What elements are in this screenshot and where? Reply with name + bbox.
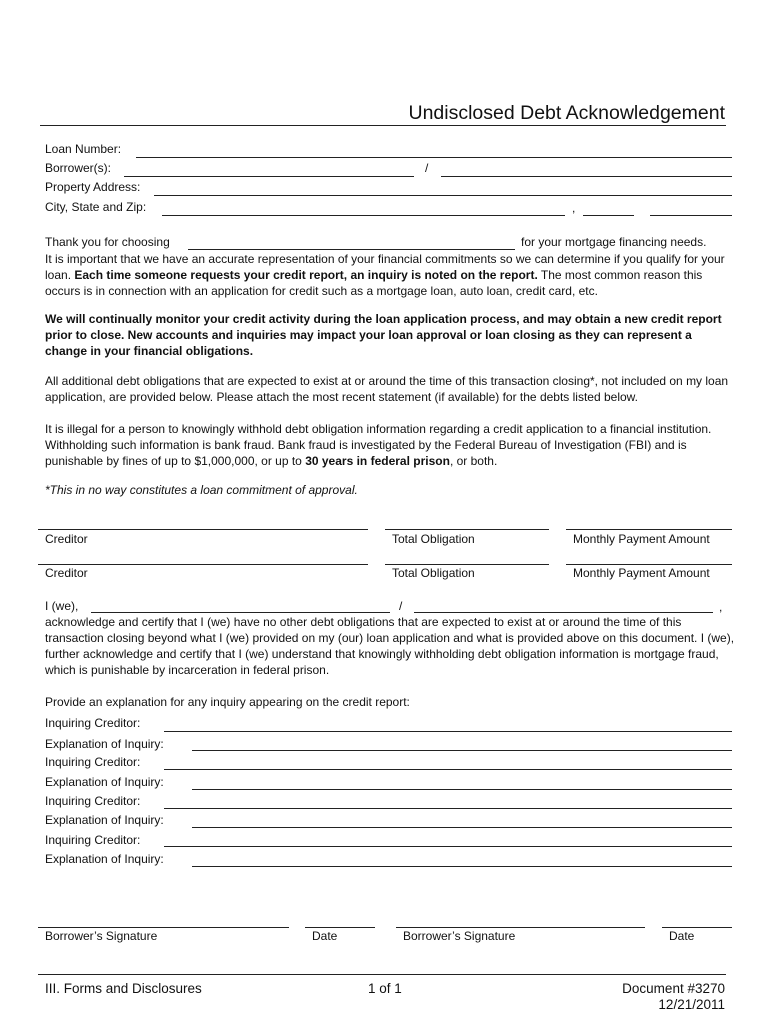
total-obligation-2-field[interactable]: [385, 564, 549, 565]
disclaimer-text: *This in no way constitutes a loan commitment of approval.: [45, 483, 358, 497]
i-we-label: I (we),: [45, 599, 79, 613]
borrower-1-field[interactable]: [124, 176, 414, 177]
intro-text-a: It is important that we have an accurate representation of your financial commitments so we can determine if you qualify for your loan.: [45, 252, 725, 282]
monthly-payment-2-label: Monthly Payment Amount: [573, 566, 710, 580]
disclaimer: [45, 482, 735, 498]
property-address-label: Property Address:: [45, 180, 141, 194]
inquiring-creditor-1-field[interactable]: [164, 731, 732, 732]
document-title: Undisclosed Debt Acknowledgement: [408, 102, 725, 124]
date-1-label: Date: [312, 929, 338, 943]
explanation-3-label: Explanation of Inquiry:: [45, 813, 164, 827]
city-field[interactable]: [162, 215, 565, 216]
city-comma: ,: [572, 201, 576, 215]
certifier-comma: ,: [719, 600, 723, 614]
monitoring-text: We will continually monitor your credit activity during the loan application process, and may obtain a new credit report prior to close. New accounts and inquiries may impact your loan approval or loan closing as they can represent a change in your financial obligations.: [45, 312, 722, 358]
monitoring-paragraph: [45, 311, 735, 359]
footer-document-date: 12/21/2011: [658, 997, 725, 1012]
monthly-payment-1-label: Monthly Payment Amount: [573, 532, 710, 546]
explanation-4-field[interactable]: [192, 866, 732, 867]
explanation-2-label: Explanation of Inquiry:: [45, 775, 164, 789]
certifier-1-field[interactable]: [91, 612, 390, 613]
certifier-2-field[interactable]: [414, 612, 713, 613]
inquiring-creditor-2-label: Inquiring Creditor:: [45, 755, 141, 769]
total-obligation-1-label: Total Obligation: [392, 532, 475, 546]
borrower-signature-1-label: Borrower’s Signature: [45, 929, 158, 943]
intro-text-b: The most common reason this occurs is in connection with an application for credit such as a mortgage loan, auto loan, credit card, etc.: [45, 268, 703, 298]
inquiry-prompt: Provide an explanation for any inquiry appearing on the credit report:: [45, 695, 410, 709]
inquiring-creditor-4-label: Inquiring Creditor:: [45, 833, 141, 847]
inquiring-creditor-4-field[interactable]: [164, 846, 732, 847]
footer-page-number: 1 of 1: [368, 981, 402, 996]
zip-field[interactable]: [650, 215, 732, 216]
inquiring-creditor-1-label: Inquiring Creditor:: [45, 716, 141, 730]
explanation-3-field[interactable]: [192, 827, 732, 828]
property-address-field[interactable]: [154, 195, 732, 196]
borrower-signature-1-field[interactable]: [38, 927, 289, 928]
footer-document-number: Document #3270: [622, 981, 725, 996]
illegal-text-b: , or both.: [449, 454, 498, 468]
illegal-text-bold: 30 years in federal prison: [305, 454, 450, 468]
borrowers-label: Borrower(s):: [45, 161, 112, 175]
additional-debt-paragraph: All additional debt obligations that are expected to exist at or around the time of this transaction closing*, not included on my loan application, are provided below. Please attach the most recent statement (if available) for the debts listed below.: [45, 374, 729, 404]
mortgage-needs-label: for your mortgage financing needs.: [521, 235, 707, 249]
title-rule: [40, 125, 726, 126]
explanation-1-field[interactable]: [192, 750, 732, 751]
explanation-2-field[interactable]: [192, 789, 732, 790]
inquiring-creditor-2-field[interactable]: [164, 769, 732, 770]
thank-you-label: Thank you for choosing: [45, 235, 170, 249]
borrower-signature-2-label: Borrower’s Signature: [403, 929, 516, 943]
borrower-2-field[interactable]: [441, 176, 732, 177]
total-obligation-2-label: Total Obligation: [392, 566, 475, 580]
creditor-1-field[interactable]: [38, 529, 368, 530]
certification-paragraph: acknowledge and certify that I (we) have no other debt obligations that are expected to exist at or around the time of this transaction closing beyond what I (we) provided on my (our) loan application and what is provided above on this document. I (we), further acknowledge and certify that I (we) understand that knowingly withholding debt obligation information is mortgage fraud, which is punishable by incarceration in federal prison.: [45, 615, 735, 677]
creditor-2-field[interactable]: [38, 564, 368, 565]
footer-section: III. Forms and Disclosures: [45, 981, 202, 996]
explanation-4-label: Explanation of Inquiry:: [45, 852, 164, 866]
date-2-label: Date: [669, 929, 695, 943]
state-field[interactable]: [583, 215, 634, 216]
certifier-slash: /: [399, 599, 403, 613]
monthly-payment-1-field[interactable]: [566, 529, 732, 530]
intro-text-bold: Each time someone requests your credit report, an inquiry is noted on the report.: [74, 268, 538, 282]
loan-number-field[interactable]: [136, 157, 732, 158]
loan-number-label: Loan Number:: [45, 142, 122, 156]
borrowers-slash: /: [425, 161, 429, 175]
lender-name-field[interactable]: [188, 249, 515, 250]
intro-paragraph: [45, 251, 735, 299]
illegal-text-a: It is illegal for a person to knowingly withhold debt obligation information regarding a credit application to a financial institution. Withholding such information is bank fraud. Bank fraud is investigated by the Federal Bureau of Investigation (FBI) and is punishable by fines of up to $1,000,000, or up to: [45, 422, 712, 468]
inquiring-creditor-3-field[interactable]: [164, 808, 732, 809]
explanation-1-label: Explanation of Inquiry:: [45, 737, 164, 751]
total-obligation-1-field[interactable]: [385, 529, 549, 530]
creditor-2-label: Creditor: [45, 566, 88, 580]
monthly-payment-2-field[interactable]: [566, 564, 732, 565]
creditor-1-label: Creditor: [45, 532, 88, 546]
illegal-paragraph: [45, 421, 735, 469]
inquiring-creditor-3-label: Inquiring Creditor:: [45, 794, 141, 808]
borrower-signature-2-field[interactable]: [396, 927, 645, 928]
city-state-zip-label: City, State and Zip:: [45, 200, 147, 214]
date-2-field[interactable]: [662, 927, 732, 928]
footer-rule: [38, 974, 726, 975]
date-1-field[interactable]: [305, 927, 375, 928]
